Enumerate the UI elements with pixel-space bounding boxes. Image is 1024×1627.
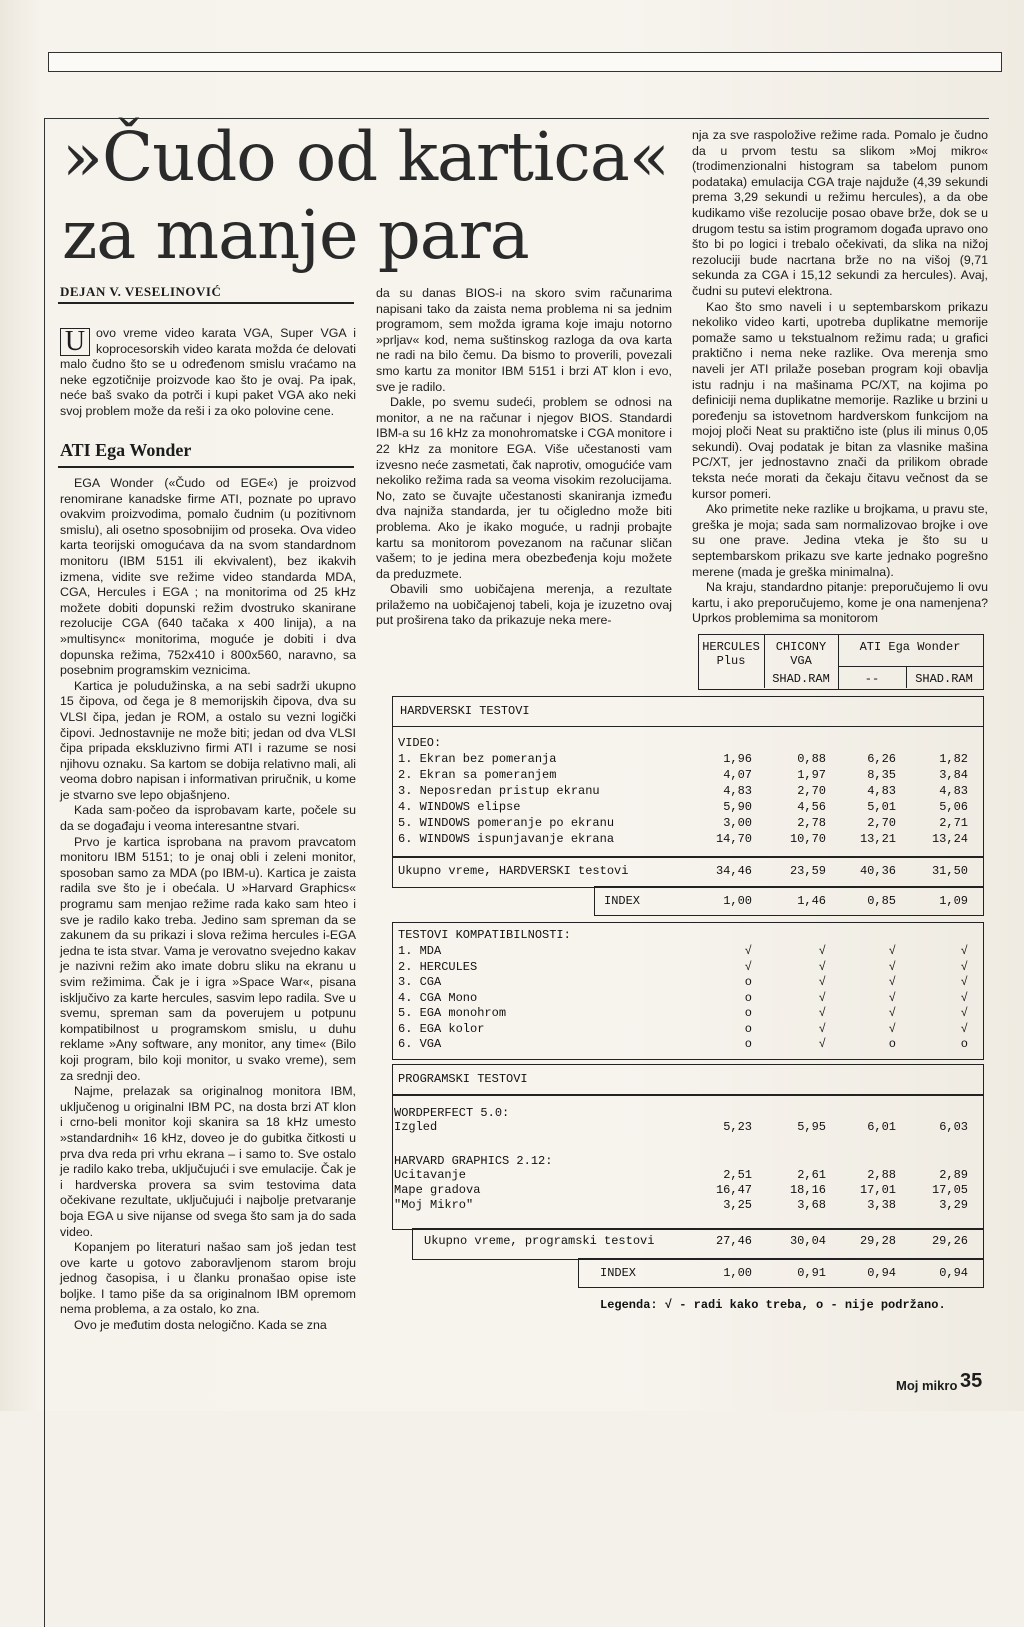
table-cell-value: √ [960,944,968,958]
title-line-2: za manje para [62,196,529,274]
table-row-label: 5. WINDOWS pomeranje po ekranu [398,816,615,830]
table-cell-value: 4,83 [939,784,968,798]
table-cell-value: √ [960,1021,968,1036]
table-cell-value: 2,78 [797,816,826,830]
table-cell-value: 10,70 [789,832,826,846]
table-cell-value: 0,85 [867,894,896,908]
table-cell-value: 5,01 [867,800,896,814]
col-header-hercules: HERCULES Plus [702,640,760,668]
table-cell-value: 2,88 [867,1168,896,1182]
table-row-label: Mape gradova [394,1183,481,1197]
paragraph: nja za sve raspoložive režime rada. Pomalo je čudno da u prvom testu sa slikom »Moj mikro« (trodimenzionalni histogram sa tabelom punom podataka) emulacija CGA traje najduže (4,39 sekundi prema 3,29 sekundi u režimu hercules), a da obe kudikamo više rezolucije posao obave brže, dok se u drugom testu sa istim programom događa upravo ono što bi po logici i trebalo očekivati, da slika na nižoj rezoluciji bude nacrtana brže no na višoj (9,71 sekunda za CGA i 15,12 sekundi za hercules). Avaj, čudni su putevi elektrona. [692,128,988,298]
table-cell-value: 2,61 [797,1168,826,1182]
table-row-label: 6. WINDOWS ispunjavanje ekrana [398,832,615,846]
intro-text: ovo vreme video karata VGA, Super VGA i koprocesorskih video karata možda će delovati malo čudno što se u određenom smislu vraćamo na neke egzotičnije proizvode kao što je ovaj. Pa ipak, neće baš svako da potrči i kupi paket VGA ako neki svoj problem može da reši i za oko polovine cene. [60,326,356,418]
table-cell-value: √ [818,1021,826,1036]
table-legend: Legenda: √ - radi kako treba, o - nije podržano. [600,1298,946,1312]
paragraph: Kao što smo naveli i u septembarskom prikazu nekoliko video karti, upotreba duplikatne memorije pomaže samo u tekstualnom režimu rada; u grafici praktično i nema neke razlike. Ova merenja smo naveli jer ATI prilaže poseban program koji obavlja istu radnju i na mašinama PC/XT, na kojima po definiciji nema duplikatne memorije. Razlike u brzini u poređenju sa istovetnom hardverskom funkcijom na mojoj ploči Neat su praktično iste (plus ili minus 0,05 sekundi). Ovaj podatak je bitan za vlasnike mašina PC/XT, jer jednostavno znači da prilikom obrade teksta neće morati da čekaju čitavu večnost da se kursor pomeri. [692,299,988,501]
table-cell-value: 1,00 [723,894,752,908]
table-cell-value: 1,82 [939,752,968,766]
hw-index-label: INDEX [604,894,641,908]
paragraph: da su danas BIOS-i na skoro svim računarima napisani tako da zaista nema problema ni sa jednim programom, sem možda igrama koje imaju notorno »prljav« kod, nema suštinskog razloga da ova karta ne radi na bilo čemu. Da bismo to proverili, povezali smo kartu za monitor IBM 5151 i brzi AT klon i evo, sve je radilo. [376,286,672,394]
intro-paragraph [60,326,356,420]
table-cell-value: 6,03 [939,1120,968,1134]
table-cell-value: √ [888,975,896,989]
paragraph: Kartica je poludužinska, a na sebi sadrži ukupno 15 čipova, od čega je 8 memorijskih čipova, dva su VLSI čipa, jedan je ROM, a ostalo su vezni logički čipovi. Jednostavnije ne može biti; jedan od dva VLSI čipa pripada ekskluzivno firmi ATI i razume se nosi njihovu oznaku. Sa kartom se dobija relativno mali, ali veoma dobro napisan i informativan priručnik, u kome je stvarno sve lepo objašnjeno. [60,678,356,802]
table-cell-value: 23,59 [789,864,826,878]
table-row-label: Izgled [394,1120,438,1134]
table-cell-value: 14,70 [715,832,752,846]
paragraph: Ovo je međutim dosta nelogično. Kada se zna [74,1318,327,1333]
paragraph: Na kraju, standardno pitanje: preporučujemo li ovu kartu, i ako preporučujemo, kome je ona namenjena? Uprkos problemima sa monitorom [692,580,988,626]
table-row-label: Ucitavanje [394,1168,467,1182]
table-cell-value: 2,51 [723,1168,752,1182]
table-cell-value: 2,70 [797,784,826,798]
table-cell-value: 1,97 [797,768,826,782]
table-cell-value: √ [960,975,968,989]
table-cell-value: √ [888,944,896,958]
column-3 [692,128,988,627]
table-cell-value: 5,23 [723,1120,752,1134]
table-cell-value: √ [960,990,968,1005]
table-cell-value: 3,29 [939,1198,968,1212]
table-cell-value: √ [818,990,826,1005]
table-cell-value: 17,01 [859,1183,896,1197]
paragraph: Prvo je kartica isprobana na pravom pravcatom monitoru IBM 5151; to je onaj obli i zeleni monitor, sposoban samo za MDA (po IBM-u). Kartica je zaista radila sve što je i obećala. U »Harvard Graphics« programu sam menjao režime rada kako sam hteo i sve je radilo kako treba. Jedino sam spreman da se zakunem da su prikazi i slova režima hercules i-EGA jedna te ista stvar. Vama je verovatno svejedno kakav je nazivni režim ako imate dobru sliku na ekranu u svim režimima. Čak je i igra »Space War«, pisana isključivo za karte hercules, sasvim lepo radila. Sve u svemu, spreman sam da poverujem u potpunu kompatibilnost u programskom smislu, u duhu reklame »Any software, any monitor, any time« (Bilo koji program, bilo koji monitor, u svako vreme), sem za srednji deo. [60,834,356,1083]
title-line-1: »Čudo od kartica« [62,118,669,196]
hw-total-label: Ukupno vreme, HARDVERSKI testovi [398,864,629,878]
table-cell-value: 13,21 [859,832,896,846]
sub-header: SHAD.RAM [772,672,830,686]
magazine-name: Moj mikro [896,1378,958,1393]
table-row-label: 1. Ekran bez pomeranja [398,752,557,766]
table-cell-value: o [744,1037,752,1051]
table-cell-value: 27,46 [715,1234,752,1248]
table-cell-value: 3,68 [797,1198,826,1212]
table-row-label: 5. EGA monohrom [398,1006,507,1020]
table-cell-value: 6,01 [867,1120,896,1134]
table-cell-value: 5,06 [939,800,968,814]
paragraph: Kopanjem po literaturi našao sam još jedan test ove karte u gotovo zaboravljenom starom broju jednog časopisa, i u članku pronašao opise iste boljke. I tamo piše da sa originalnom IBM opremom nema problema, a za ostalo, ko zna. [60,1240,356,1317]
table-cell-value: 0,94 [867,1266,896,1280]
paragraph: Najme, prelazak sa originalnog monitora IBM, uključenog u originalni IBM PC, na dosta brzi AT klon i crno-beli monitor koji skanira sa 18 kHz umesto »standardnih« 16 kHz, doveo je do gubitka čitkosti u prva dva reda pri vrhu ekrana – i samo to. Sve ostalo je radilo kako treba, uključujući i sve emulacije. Čak je i hardverska provera sa svim testovima data očekivane rezultate, uključujući i najbolje pretvaranje boja EGA u sive nijanse od svega što sam ja do sada video. [60,1084,356,1239]
table-cell-value: o [744,1021,752,1036]
author-rule [58,302,354,304]
table-cell-value: √ [888,1021,896,1036]
table-cell-value: √ [818,959,826,974]
prog-index-label: INDEX [600,1266,637,1280]
paragraph: EGA Wonder («Čudo od EGE«) je proizvod renomirane kanadske firme ATI, poznate po upravo ovakvim proizvodima, pomalo čudnim (u pozitivnom smislu), ali osetno sposobnijim od proseka. Ova video karta teorijski omogućava da na svom standardnom monitoru (IBM 5151 ili ekvivalent), bez ikakvih izmena, vidite sve režime video standarda MDA, CGA, Hercules i EGA ; na monitorima od 25 kHz možete dobiti dopunski režim dvostruko skanirane rezolucije CGA (640 tačaka x 400 linija), a na »multisync« monitorima, moguće je dobiti i dva dopunska režima, 752x410 i 800x560, naravno, sa posebnim programskim veznicima. [60,476,356,678]
paragraph: Obavili smo uobičajena merenja, a rezultate prilažemo na uobičajenoj tabeli, koja je izuzetno ovaj put proširena tako da prikazuje neka mere- [376,582,672,628]
table-cell-value: √ [818,975,826,989]
section-heading: ATI Ega Wonder [60,440,192,460]
table-cell-value: √ [818,1037,826,1051]
paragraph: Dakle, po svemu sudeći, problem se odnosi na monitor, a ne na računar i njegov BIOS. Standardi IBM-a su 16 kHz za monohromatske i CGA monitore i 22 kHz za monitore EGA. Više učestanosti vam izvesno neće zasmetati, čak naprotiv, omogućiće vam nekoliko režima rada sa veoma visokim rezolucijama. No, zato se čuvajte učestanosti skaniranja između dva najniža standarda, jer tu očigledno može biti problema. Ako je ikako moguće, u radnji probajte kartu sa monitorom povezanom na računar sličan vašem; to je jedina mera obezbeđenja koju možete da preduzmete. [376,395,672,581]
table-cell-value: o [744,990,752,1005]
column-2 [376,286,672,629]
table-cell-value: √ [818,944,826,958]
sub-header: -- [864,672,880,686]
table-cell-value: 1,46 [797,894,826,908]
table-cell-value: o [744,975,752,989]
table-cell-value: √ [960,1006,968,1020]
section-rule [58,466,354,468]
hardware-title: HARDVERSKI TESTOVI [400,704,530,718]
compat-title: TESTOVI KOMPATIBILNOSTI: [398,928,571,942]
paragraph: Kada sam·počeo da isprobavam karte, počele su da se događaju i veoma interesantne stvari. [60,803,356,834]
table-cell-value: 8,35 [867,768,896,782]
table-cell-value: 6,26 [867,752,896,766]
table-cell-value: 3,25 [723,1198,752,1212]
page-number: 35 [960,1370,983,1392]
table-cell-value: √ [888,1006,896,1020]
table-cell-value: 30,04 [789,1234,826,1248]
table-cell-value: 3,38 [867,1198,896,1212]
top-rule-box [48,52,1002,72]
author-byline: DEJAN V. VESELINOVIĆ [60,284,222,299]
col-header-ati: ATI Ega Wonder [859,640,961,654]
table-row-label: 6. EGA kolor [398,1021,485,1036]
prog-title: PROGRAMSKI TESTOVI [398,1072,528,1086]
table-cell-value: 2,71 [939,816,968,830]
table-cell-value: 3,00 [723,816,752,830]
col-header-chicony: CHICONY VGA [775,640,827,668]
paragraph: Ako primetite neke razlike u brojkama, u pravu ste, greška je moja; sada sam normalizovao brojke i ove su one prave. Jedina vteka je što su u septembarskom prikazu sve karte jednako pogrešno merene (mada je greška minimalna). [692,502,988,579]
table-cell-value: 5,90 [723,800,752,814]
table-cell-value: √ [888,959,896,974]
table-cell-value: 34,46 [715,864,752,878]
table-row-label: 2. HERCULES [398,959,478,974]
table-cell-value: 13,24 [931,832,968,846]
video-label: VIDEO: [398,736,442,750]
table-cell-value: √ [818,1006,826,1020]
sub-header: SHAD.RAM [915,672,973,686]
table-cell-value: o [744,1006,752,1020]
table-cell-value: √ [744,944,752,958]
table-row-label: 3. Neposredan pristup ekranu [398,784,600,798]
harvard-label: HARVARD GRAPHICS 2.12: [394,1154,553,1168]
table-cell-value: 2,70 [867,816,896,830]
section-rule [392,726,983,727]
article-title [62,118,669,274]
table-cell-value: 31,50 [931,864,968,878]
table-cell-value: 0,94 [939,1266,968,1280]
table-cell-value: 4,56 [797,800,826,814]
table-cell-value: 29,28 [859,1234,896,1248]
table-cell-value: 4,83 [867,784,896,798]
table-cell-value: 1,96 [723,752,752,766]
table-row-label: 6. VGA [398,1037,442,1051]
table-cell-value: 17,05 [931,1183,968,1197]
table-row-label: 4. WINDOWS elipse [398,800,521,814]
table-cell-value: 40,36 [859,864,896,878]
wordperfect-label: WORDPERFECT 5.0: [394,1106,510,1120]
table-row-label: 1. MDA [398,944,442,958]
table-cell-value: 4,83 [723,784,752,798]
table-cell-value: 29,26 [931,1234,968,1248]
prog-total-label: Ukupno vreme, programski testovi [424,1234,655,1248]
drop-cap: U [60,328,90,356]
table-cell-value: 16,47 [715,1183,752,1197]
table-cell-value: 5,95 [797,1120,826,1134]
table-cell-value: 1,09 [939,894,968,908]
table-cell-value: o [888,1037,896,1051]
table-row-label: "Moj Mikro" [394,1198,474,1212]
table-cell-value: 0,91 [797,1266,826,1280]
table-cell-value: o [960,1037,968,1051]
table-cell-value: 18,16 [789,1183,826,1197]
table-cell-value: √ [744,959,752,974]
table-cell-value: 4,07 [723,768,752,782]
table-row-label: 2. Ekran sa pomeranjem [398,768,557,782]
table-cell-value: √ [960,959,968,974]
table-cell-value: √ [888,990,896,1005]
table-cell-value: 0,88 [797,752,826,766]
table-cell-value: 2,89 [939,1168,968,1182]
table-cell-value: 3,84 [939,768,968,782]
table-row-label: 4. CGA Mono [398,990,478,1005]
table-row-label: 3. CGA [398,975,442,989]
table-cell-value: 1,00 [723,1266,752,1280]
column-1 [60,476,356,1334]
